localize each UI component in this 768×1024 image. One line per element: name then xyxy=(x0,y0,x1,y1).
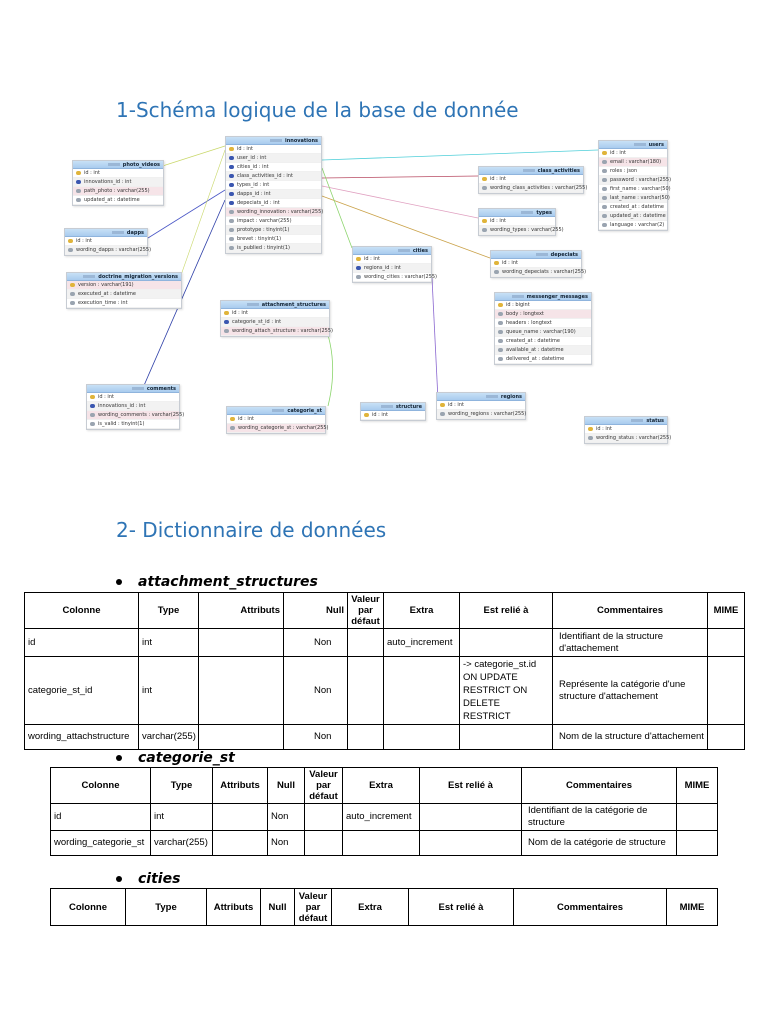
diagram-table-cities: cities id : int regions_id : int wording_cities : varchar(255) xyxy=(352,246,432,283)
cell-extra xyxy=(384,725,460,750)
col-header-valeur-defaut: Valeur par défaut xyxy=(305,768,343,804)
col-header-est-relie: Est relié à xyxy=(460,593,553,629)
diagram-table-users: users id : int email : varchar(180) roles : json password : varchar(255) first_name : varchar(50) last_name : varchar(50) created_at : datetime updated_at : datetime language : varchar(2) xyxy=(598,140,668,231)
col-header-extra: Extra xyxy=(384,593,460,629)
table-header-row xyxy=(25,593,745,629)
link-innovations-users xyxy=(322,150,598,160)
cell-type: varchar(255) xyxy=(139,725,199,750)
diagram-table-types: types id : int wording_types : varchar(255) xyxy=(478,208,556,236)
cell-attributs xyxy=(199,657,284,725)
col-header-colonne: Colonne xyxy=(25,593,139,629)
table-row xyxy=(51,831,718,856)
cell-defaut xyxy=(305,831,343,856)
cell-relie xyxy=(420,804,522,831)
cell-colonne: id xyxy=(51,804,151,831)
cell-type: int xyxy=(139,629,199,657)
cell-colonne: id xyxy=(25,629,139,657)
cell-relie xyxy=(460,629,553,657)
col-header-attributs: Attributs xyxy=(213,768,268,804)
cell-relie: -> categorie_st.id ON UPDATE RESTRICT ON DELETE RESTRICT xyxy=(460,657,553,725)
col-header-valeur-defaut: Valeur par défaut xyxy=(348,593,384,629)
cell-commentaires: Nom de la catégorie de structure xyxy=(522,831,677,856)
diagram-table-doctrine-migration-versions: doctrine_migration_versions version : varchar(191) executed_at : datetime execution_time : int xyxy=(66,272,182,309)
col-header-attributs: Attributs xyxy=(199,593,284,629)
col-header-est-relie: Est relié à xyxy=(409,889,514,926)
table-cities xyxy=(50,888,718,926)
col-header-commentaires: Commentaires xyxy=(553,593,708,629)
cell-defaut xyxy=(305,804,343,831)
diagram-table-structure: structure id : int xyxy=(360,402,426,421)
cell-extra: auto_increment xyxy=(384,629,460,657)
cell-mime xyxy=(677,831,718,856)
diagram-table-depeciats: depeciats id : int wording_depeciats : varchar(255) xyxy=(490,250,582,278)
diagram-table-categorie-st: categorie_st id : int wording_categorie_st : varchar(255) xyxy=(226,406,326,434)
cell-relie xyxy=(420,831,522,856)
col-header-commentaires: Commentaires xyxy=(514,889,667,926)
table-row xyxy=(25,657,745,725)
cell-colonne: wording_categorie_st xyxy=(51,831,151,856)
col-header-mime: MIME xyxy=(667,889,718,926)
cell-attributs xyxy=(213,804,268,831)
cell-colonne: categorie_st_id xyxy=(25,657,139,725)
section-title: categorie_st xyxy=(138,750,235,766)
cell-commentaires: Identifiant de la catégorie de structure xyxy=(522,804,677,831)
col-header-mime: MIME xyxy=(708,593,745,629)
table-row xyxy=(51,804,718,831)
col-header-null: Null xyxy=(268,768,305,804)
cell-null: Non xyxy=(284,725,348,750)
table-row xyxy=(25,725,745,750)
section-title: attachment_structures xyxy=(138,574,318,590)
diagram-table-innovations: innovations id : int user_id : int cities_id : int class_activities_id : int types_id : int dapps_id : int depeciats_id : int wording_innovation : varchar(255) impact : varchar(255) prototype : tinyint(1) brevet : tinyint(1) is_publied : tinyint(1) xyxy=(225,136,322,254)
cell-mime xyxy=(708,725,745,750)
cell-defaut xyxy=(348,629,384,657)
diagram-table-regions: regions id : int wording_regions : varchar(255) xyxy=(436,392,526,420)
link-innovations-cities xyxy=(322,168,352,248)
diagram-table-comments: comments id : int innovations_id : int wording_comments : varchar(255) is_valid : tinyint(1) xyxy=(86,384,180,430)
cell-null: Non xyxy=(268,804,305,831)
cell-attributs xyxy=(213,831,268,856)
col-header-colonne: Colonne xyxy=(51,889,126,926)
col-header-null: Null xyxy=(261,889,295,926)
table-categorie-st xyxy=(50,767,718,856)
cell-commentaires: Nom de la structure d'attachement xyxy=(553,725,708,750)
cell-null: Non xyxy=(268,831,305,856)
database-schema-diagram xyxy=(60,128,680,448)
cell-null: Non xyxy=(284,629,348,657)
col-header-attributs: Attributs xyxy=(207,889,261,926)
col-header-null: Null xyxy=(284,593,348,629)
diagram-table-photo-videos: photo_videos id : int innovations_id : int path_photo : varchar(255) updated_at : datetime xyxy=(72,160,164,206)
cell-commentaires: Représente la catégorie d'une structure d'attachement xyxy=(553,657,708,725)
diagram-table-dapps: dapps id : int wording_dapps : varchar(255) xyxy=(64,228,148,256)
cell-defaut xyxy=(348,657,384,725)
col-header-type: Type xyxy=(151,768,213,804)
cell-extra xyxy=(343,831,420,856)
section-title: cities xyxy=(138,871,181,887)
table-header-row xyxy=(51,889,718,926)
cell-mime xyxy=(708,629,745,657)
col-header-est-relie: Est relié à xyxy=(420,768,522,804)
cell-extra: auto_increment xyxy=(343,804,420,831)
cell-relie xyxy=(460,725,553,750)
col-header-mime: MIME xyxy=(677,768,718,804)
bullet-dot xyxy=(116,579,122,585)
col-header-commentaires: Commentaires xyxy=(522,768,677,804)
col-header-type: Type xyxy=(126,889,207,926)
col-header-colonne: Colonne xyxy=(51,768,151,804)
cell-commentaires: Identifiant de la structure d'attachement xyxy=(553,629,708,657)
schema-heading: 1-Schéma logique de la base de donnée xyxy=(116,98,519,122)
cell-null: Non xyxy=(284,657,348,725)
cell-type: int xyxy=(151,804,213,831)
col-header-valeur-defaut: Valeur par défaut xyxy=(295,889,332,926)
diagram-table-attachment-structures: attachment_structures id : int categorie_st_id : int wording_attach_structure : varchar(255) xyxy=(220,300,330,337)
diagram-table-status: status id : int wording_status : varchar(255) xyxy=(584,416,668,444)
table-header-row xyxy=(51,768,718,804)
cell-type: varchar(255) xyxy=(151,831,213,856)
cell-attributs xyxy=(199,629,284,657)
cell-colonne: wording_attachstructure xyxy=(25,725,139,750)
col-header-extra: Extra xyxy=(343,768,420,804)
link-innovations-types xyxy=(322,186,478,218)
bullet-dot xyxy=(116,755,122,761)
diagram-table-class-activities: class_activities id : int wording_class_activities : varchar(255) xyxy=(478,166,584,194)
table-attachment-structures xyxy=(24,592,745,750)
cell-attributs xyxy=(199,725,284,750)
cell-mime xyxy=(677,804,718,831)
col-header-type: Type xyxy=(139,593,199,629)
cell-defaut xyxy=(348,725,384,750)
diagram-table-messenger-messages: messenger_messages id : bigint body : longtext headers : longtext queue_name : varchar(190) created_at : datetime available_at : datetime delivered_at : datetime xyxy=(494,292,592,365)
link-innovations-class xyxy=(322,176,478,178)
dictionary-heading: 2- Dictionnaire de données xyxy=(116,518,387,542)
cell-mime xyxy=(708,657,745,725)
table-row xyxy=(25,629,745,657)
cell-type: int xyxy=(139,657,199,725)
cell-extra xyxy=(384,657,460,725)
col-header-extra: Extra xyxy=(332,889,409,926)
bullet-dot xyxy=(116,876,122,882)
link-cities-regions xyxy=(432,278,438,400)
